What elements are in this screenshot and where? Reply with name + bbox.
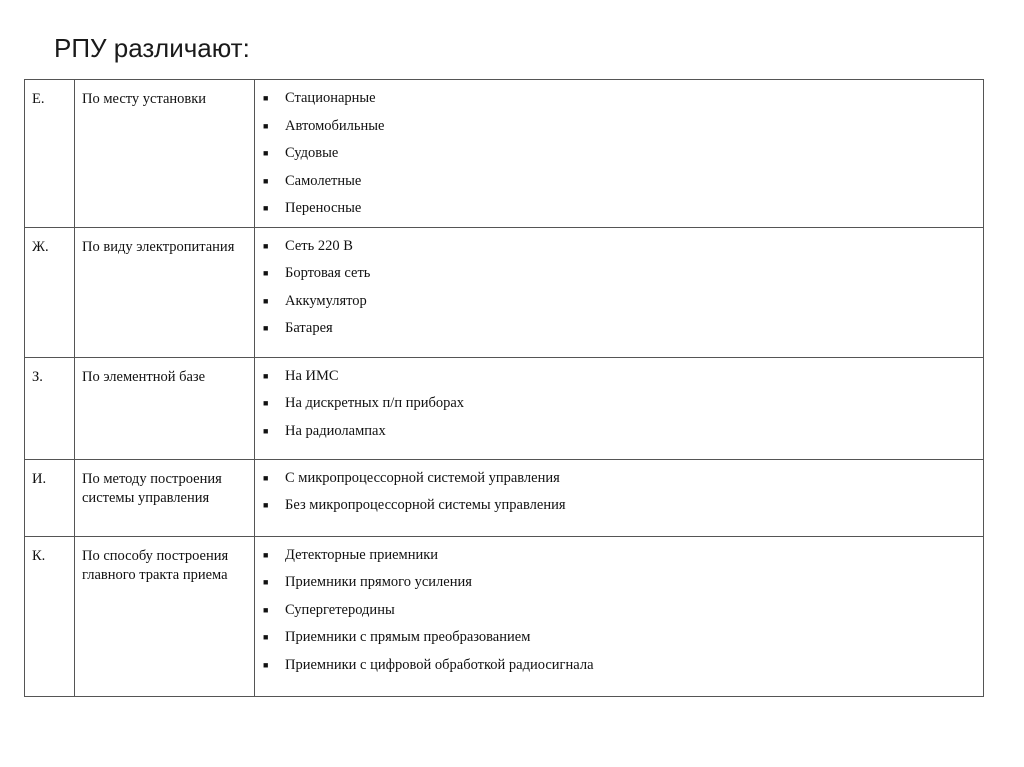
row-letter-cell bbox=[25, 536, 75, 696]
list-item-text: Приемники прямого усиления bbox=[285, 574, 472, 590]
row-letter-cell bbox=[25, 80, 75, 228]
list-item-text: Переносные bbox=[285, 200, 362, 216]
item-list bbox=[255, 80, 983, 218]
list-item bbox=[263, 601, 983, 620]
list-item bbox=[263, 264, 983, 283]
square-bullet-icon: ■ bbox=[263, 472, 269, 483]
row-letter: З. bbox=[32, 368, 43, 385]
list-item-text: Бортовая сеть bbox=[285, 265, 371, 281]
item-list bbox=[255, 460, 983, 516]
list-item-text: Батарея bbox=[285, 320, 333, 336]
row-items-cell bbox=[255, 227, 984, 357]
table-row bbox=[25, 80, 984, 228]
square-bullet-icon: ■ bbox=[263, 323, 269, 333]
list-item bbox=[263, 237, 983, 256]
list-item-text: На ИМС bbox=[285, 367, 339, 384]
list-item bbox=[263, 172, 983, 191]
row-letter: Е. bbox=[32, 91, 45, 107]
list-item-text: Аккумулятор bbox=[285, 292, 367, 309]
square-bullet-icon: ■ bbox=[263, 425, 269, 436]
list-item-text: Автомобильные bbox=[285, 117, 385, 134]
list-item-text: Сеть 220 В bbox=[285, 237, 353, 254]
list-item-text: Детекторные приемники bbox=[285, 546, 439, 563]
row-letter-cell bbox=[25, 357, 75, 459]
square-bullet-icon: ■ bbox=[263, 577, 269, 587]
square-bullet-icon: ■ bbox=[263, 268, 269, 278]
list-item bbox=[263, 144, 983, 163]
row-criterion: По месту установки bbox=[82, 91, 207, 107]
list-item bbox=[263, 628, 983, 647]
square-bullet-icon: ■ bbox=[263, 604, 269, 615]
item-list bbox=[255, 358, 983, 441]
classification-table bbox=[24, 79, 984, 697]
square-bullet-icon: ■ bbox=[263, 398, 269, 408]
list-item-text: Приемники с прямым преобразованием bbox=[285, 629, 531, 645]
row-letter: Ж. bbox=[32, 238, 49, 255]
list-item bbox=[263, 89, 983, 108]
list-item-text: Супергетеродины bbox=[285, 601, 395, 618]
row-items-cell bbox=[255, 80, 984, 228]
table-row bbox=[25, 227, 984, 357]
row-letter: К. bbox=[32, 547, 46, 564]
table-row bbox=[25, 536, 984, 696]
list-item bbox=[263, 546, 983, 565]
square-bullet-icon: ■ bbox=[263, 240, 269, 251]
square-bullet-icon: ■ bbox=[263, 120, 269, 131]
list-item-text: С микропроцессорной системой управления bbox=[285, 469, 560, 486]
list-item-text: Самолетные bbox=[285, 172, 362, 189]
square-bullet-icon: ■ bbox=[263, 549, 269, 560]
row-items-cell bbox=[255, 357, 984, 459]
list-item-text: Без микропроцессорной системы управления bbox=[285, 497, 566, 513]
row-criterion: По методу построения системы управления bbox=[82, 470, 222, 506]
square-bullet-icon: ■ bbox=[263, 203, 269, 213]
row-items-cell bbox=[255, 459, 984, 536]
list-item-text: Стационарные bbox=[285, 90, 376, 106]
list-item-text: Судовые bbox=[285, 145, 339, 161]
slide-title: РПУ различают: bbox=[54, 33, 250, 63]
row-letter-cell bbox=[25, 459, 75, 536]
row-criterion-cell bbox=[75, 357, 255, 459]
square-bullet-icon: ■ bbox=[263, 148, 269, 158]
row-items-cell bbox=[255, 536, 984, 696]
row-criterion: По виду электропитания bbox=[82, 238, 235, 255]
list-item-text: Приемники с цифровой обработкой радиосигнала bbox=[285, 656, 594, 673]
row-criterion-cell bbox=[75, 80, 255, 228]
item-list bbox=[255, 537, 983, 675]
table-row bbox=[25, 357, 984, 459]
row-letter: И. bbox=[32, 470, 47, 487]
table-row bbox=[25, 459, 984, 536]
list-item bbox=[263, 656, 983, 675]
list-item bbox=[263, 496, 983, 515]
list-item bbox=[263, 573, 983, 592]
square-bullet-icon: ■ bbox=[263, 175, 269, 186]
square-bullet-icon: ■ bbox=[263, 659, 269, 670]
list-item bbox=[263, 199, 983, 218]
list-item bbox=[263, 319, 983, 338]
square-bullet-icon: ■ bbox=[263, 93, 269, 103]
square-bullet-icon: ■ bbox=[263, 295, 269, 306]
list-item bbox=[263, 469, 983, 488]
square-bullet-icon: ■ bbox=[263, 500, 269, 510]
row-criterion-cell bbox=[75, 459, 255, 536]
row-criterion-cell bbox=[75, 536, 255, 696]
row-criterion: По элементной базе bbox=[82, 368, 206, 385]
list-item bbox=[263, 117, 983, 136]
square-bullet-icon: ■ bbox=[263, 370, 269, 381]
row-criterion-cell bbox=[75, 227, 255, 357]
item-list bbox=[255, 228, 983, 339]
list-item bbox=[263, 394, 983, 413]
list-item bbox=[263, 367, 983, 386]
row-letter-cell bbox=[25, 227, 75, 357]
list-item-text: На радиолампах bbox=[285, 422, 386, 439]
list-item-text: На дискретных п/п приборах bbox=[285, 395, 465, 411]
list-item bbox=[263, 422, 983, 441]
row-criterion: По способу построения главного тракта приема bbox=[82, 547, 229, 583]
list-item bbox=[263, 292, 983, 311]
square-bullet-icon: ■ bbox=[263, 632, 269, 642]
